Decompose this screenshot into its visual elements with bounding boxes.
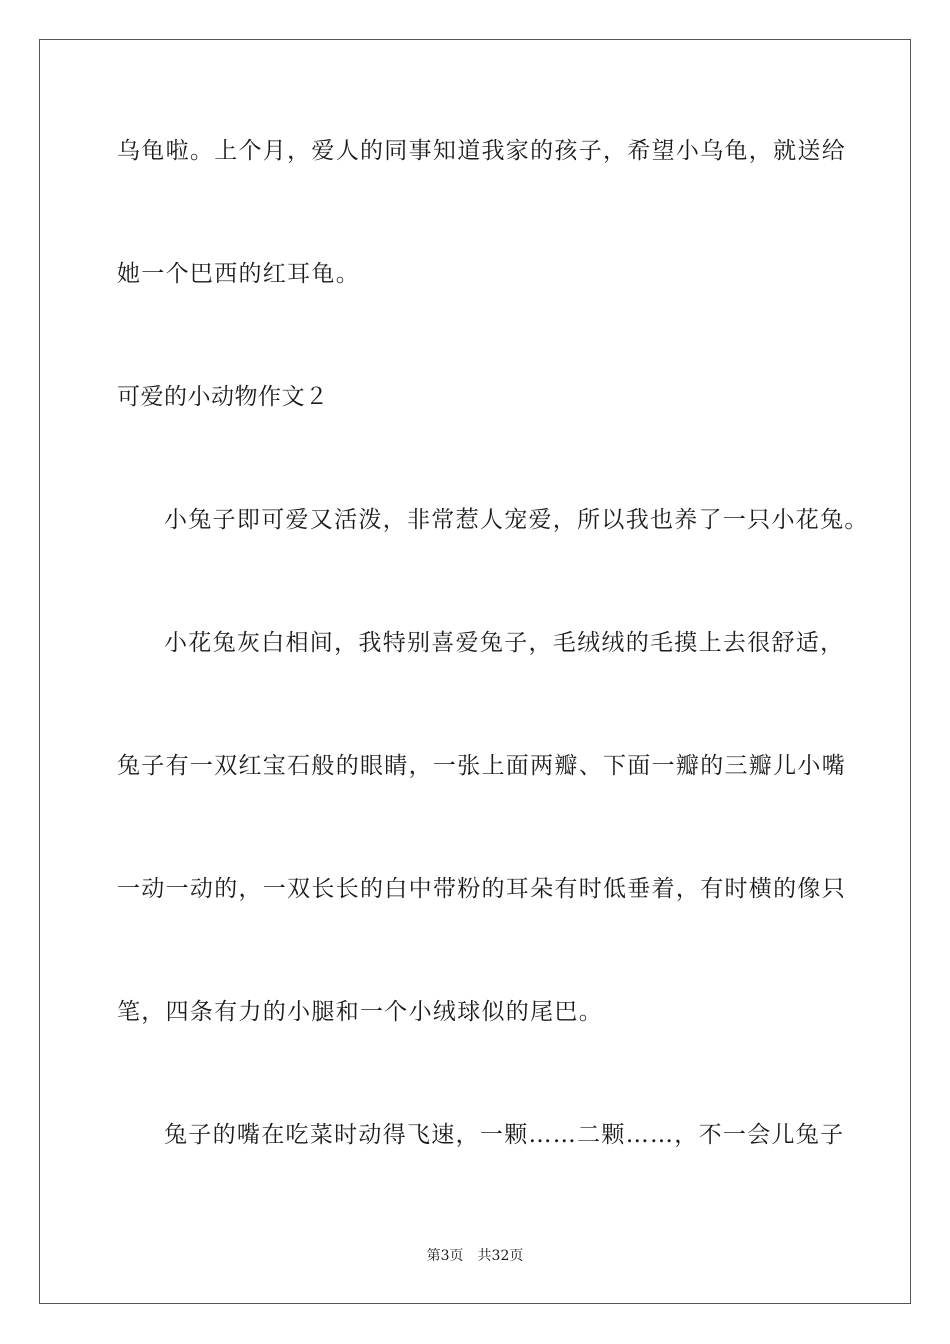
text-line: 她一个巴西的红耳龟。 bbox=[117, 261, 360, 287]
text-line: 笔，四条有力的小腿和一个小绒球似的尾巴。 bbox=[117, 999, 603, 1025]
text-line: 一动一动的，一双长长的白中带粉的耳朵有时低垂着，有时横的像只 bbox=[117, 876, 846, 902]
section-heading: 可爱的小动物作文２ bbox=[117, 384, 329, 410]
paragraph-start-line: 小花兔灰白相间，我特别喜爱兔子，毛绒绒的毛摸上去很舒适， bbox=[164, 630, 845, 656]
page-frame bbox=[39, 39, 911, 1304]
total-pages: 共32页 bbox=[477, 1248, 524, 1264]
text-line: 兔子有一双红宝石般的眼睛，一张上面两瓣、下面一瓣的三瓣儿小嘴 bbox=[117, 753, 846, 779]
paragraph-start-line: 小兔子即可爱又活泼，非常惹人宠爱，所以我也养了一只小花兔。 bbox=[164, 507, 869, 533]
paragraph-start-line: 兔子的嘴在吃菜时动得飞速，一颗……二颗……，不一会儿兔子 bbox=[164, 1122, 845, 1148]
page-footer bbox=[0, 1247, 950, 1265]
text-line: 乌龟啦。上个月，爱人的同事知道我家的孩子，希望小乌龟，就送给 bbox=[117, 138, 846, 164]
page-number: 第3页 bbox=[426, 1248, 464, 1264]
